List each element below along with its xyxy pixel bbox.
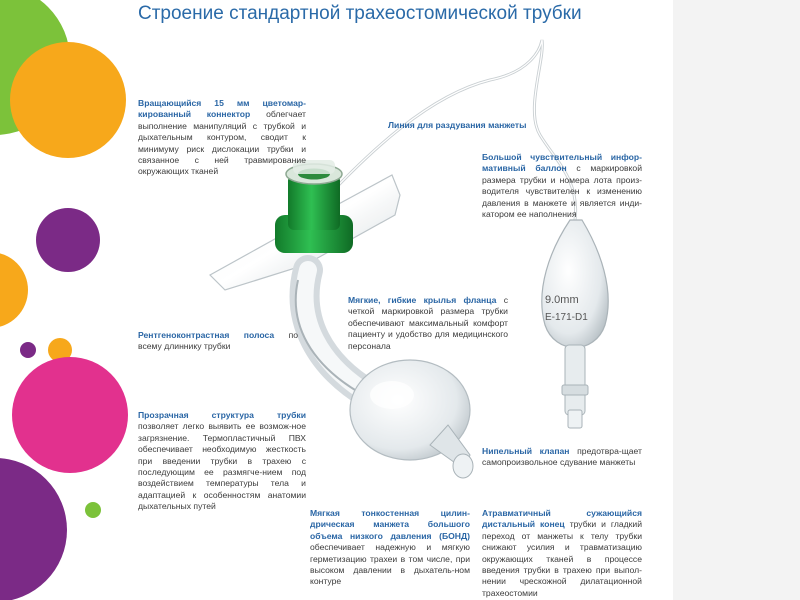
check-valve <box>565 345 585 415</box>
annotation-flange-text: с четкой маркировкой размера трубки обеспечивают максимальный комфорт пациенту и удобство для медицинского персонала <box>348 295 508 351</box>
annotation-inflation-line: Линия для раздувания манжеты <box>388 120 527 130</box>
annotation-cuff-text: обеспечивает надежную и мягкую герметизацию трахеи в том числе, при высоком давлении в дыхатель-ном контуре <box>310 542 470 587</box>
pilot-balloon <box>542 220 608 348</box>
annotation-pilot-balloon <box>482 152 642 220</box>
purple-circle-small <box>36 208 100 272</box>
annotation-valve-heading: Нипельный клапан <box>482 446 570 456</box>
right-margin <box>673 0 800 600</box>
annotation-pilot-balloon-heading: Большой чувствительный инфор-мативный баллон <box>482 152 642 174</box>
orange-circle-left <box>0 252 28 328</box>
annotation-radiopaque-heading: Рентгеноконтрастная полоса <box>138 330 275 340</box>
annotation-transparent-heading: Прозрачная структура трубки <box>138 410 306 420</box>
annotation-connector-heading: Вращающийся 15 мм цветомар-кированный коннектор <box>138 98 306 120</box>
annotation-cuff-heading: Мягкая тонкостенная цилин-дрическая манжета большого объема низкого давления (БОНД) <box>310 508 470 541</box>
infographic-panel <box>130 0 673 600</box>
annotation-transparent <box>138 410 306 513</box>
green-dot <box>85 502 101 518</box>
annotation-valve <box>482 446 642 469</box>
pilot-balloon-lot: E-171-D1 <box>545 312 588 323</box>
annotation-tip-text: трубки и гладкий переход от манжеты к телу трубки снижают усилия и травматизацию окружающих тканей в процессе введения трубки в трахею при выпол-нении чрескожной дилатационной трахеостомии <box>482 519 643 598</box>
annotation-connector <box>138 98 306 178</box>
annotation-tip <box>482 508 642 599</box>
purple-circle-bottom <box>0 458 67 600</box>
annotation-radiopaque <box>138 330 298 353</box>
annotation-valve-text: предотвра-щает самопроизвольное сдувание манжеты <box>482 446 642 468</box>
annotation-cuff <box>310 508 470 588</box>
page-title: Строение стандартной трахеостомической трубки <box>138 3 582 24</box>
annotation-radiopaque-text: по всему длиннику трубки <box>138 330 299 352</box>
pilot-balloon-size: 9.0mm <box>545 294 579 306</box>
annotation-tip-heading: Атравматичный сужающийся дистальный конец <box>482 508 642 530</box>
annotation-flange <box>348 295 508 352</box>
purple-dot <box>20 342 36 358</box>
magenta-circle <box>12 357 128 473</box>
annotation-pilot-balloon-text: с маркировкой размера трубки и номера лота произ-водителя чувствителен к изменению давления в манжете и является инди-катором ее наполнения <box>482 163 642 220</box>
annotation-connector-text: облегчает выполнение манипуляций с трубкой и дыхательным контуром, сводит к минимуму риск дислокации трубки и связанное с ней травмирование окружающих тканей <box>138 109 306 177</box>
orange-circle-top <box>10 42 126 158</box>
annotation-transparent-text: позволяет легко выявить ее возмож-ное загрязнение. Термопластичный ПВХ обеспечивает необходимую жесткость при введении трубки в трахею с последующим ее размягче-нием под воздействием температуры тела и адаптацией к особенностям анатомии дыхательных путей <box>138 421 306 512</box>
annotation-flange-heading: Мягкие, гибкие крылья фланца <box>348 295 497 305</box>
